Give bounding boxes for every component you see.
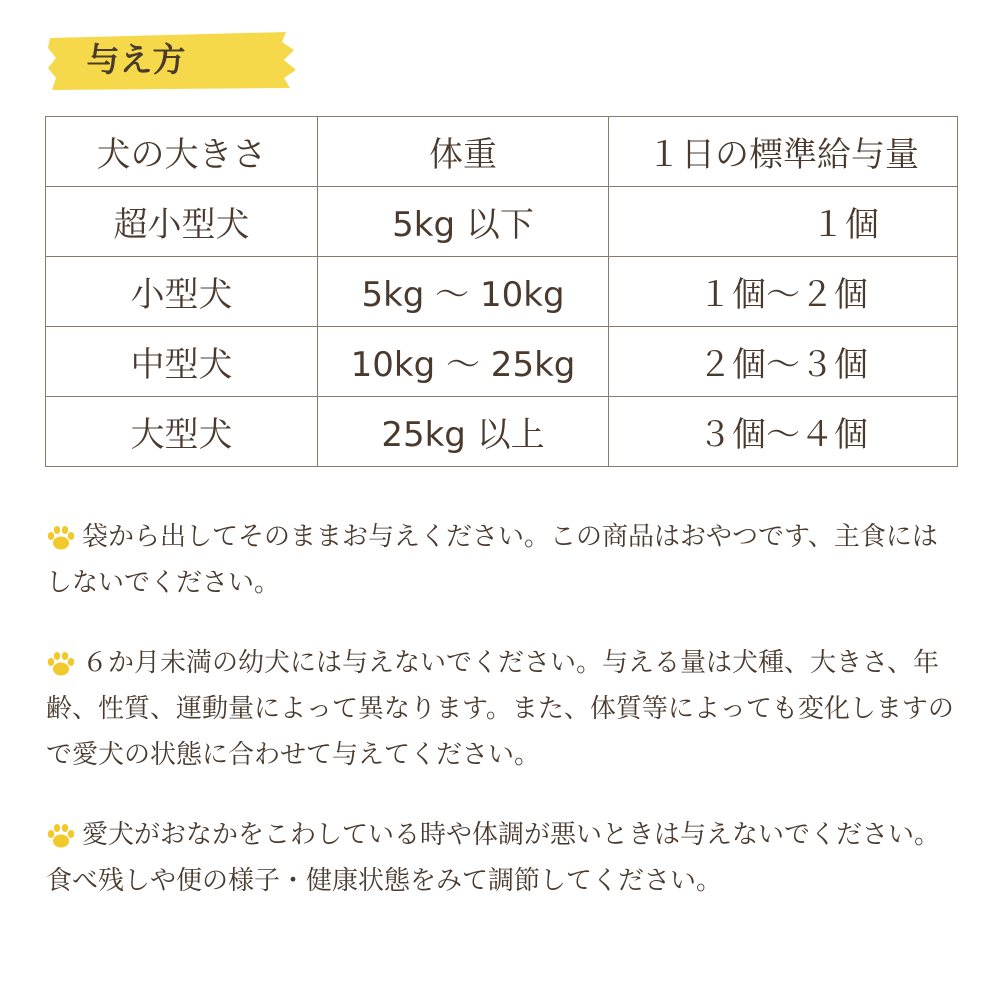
- feeding-table: [45, 116, 958, 467]
- note-item: [46, 812, 956, 904]
- note-text: 愛犬がおなかをこわしている時や体調が悪いときは与えないでください。食べ残しや便の様子・健康状態をみて調節してください。: [46, 820, 941, 896]
- cell-dog-size: 大型犬: [46, 397, 318, 467]
- cell-daily-amount: １個〜２個: [609, 257, 958, 327]
- section-title: 与え方: [86, 40, 186, 79]
- cell-weight: 5kg 〜 10kg: [318, 257, 609, 327]
- cell-dog-size: 小型犬: [46, 257, 318, 327]
- note-item: [46, 640, 956, 778]
- table-header-row: [46, 117, 958, 187]
- cell-daily-amount: １個: [609, 187, 958, 257]
- header-daily-amount: １日の標準給与量: [609, 117, 958, 187]
- paw-icon: [46, 823, 76, 849]
- cell-daily-amount: ３個〜４個: [609, 397, 958, 467]
- cell-daily-amount: ２個〜３個: [609, 327, 958, 397]
- title-tag: [46, 28, 298, 92]
- cell-dog-size: 中型犬: [46, 327, 318, 397]
- table-row: [46, 187, 958, 257]
- table-row: [46, 397, 958, 467]
- note-text: ６か月未満の幼犬には与えないでください。与える量は犬種、大きさ、年齢、性質、運動量によって異なります。また、体質等によっても変化しますので愛犬の状態に合わせて与えてください。: [46, 648, 954, 770]
- header-weight: 体重: [318, 117, 609, 187]
- cell-weight: 25kg 以上: [318, 397, 609, 467]
- note-text: 袋から出してそのままお与えください。この商品はおやつです、主食にはしないでください。: [46, 522, 938, 598]
- table-row: [46, 327, 958, 397]
- paw-icon: [46, 525, 76, 551]
- notes-list: [46, 514, 956, 938]
- cell-dog-size: 超小型犬: [46, 187, 318, 257]
- header-dog-size: 犬の大きさ: [46, 117, 318, 187]
- paw-icon: [46, 651, 76, 677]
- table-row: [46, 257, 958, 327]
- cell-weight: 10kg 〜 25kg: [318, 327, 609, 397]
- cell-weight: 5kg 以下: [318, 187, 609, 257]
- note-item: [46, 514, 956, 606]
